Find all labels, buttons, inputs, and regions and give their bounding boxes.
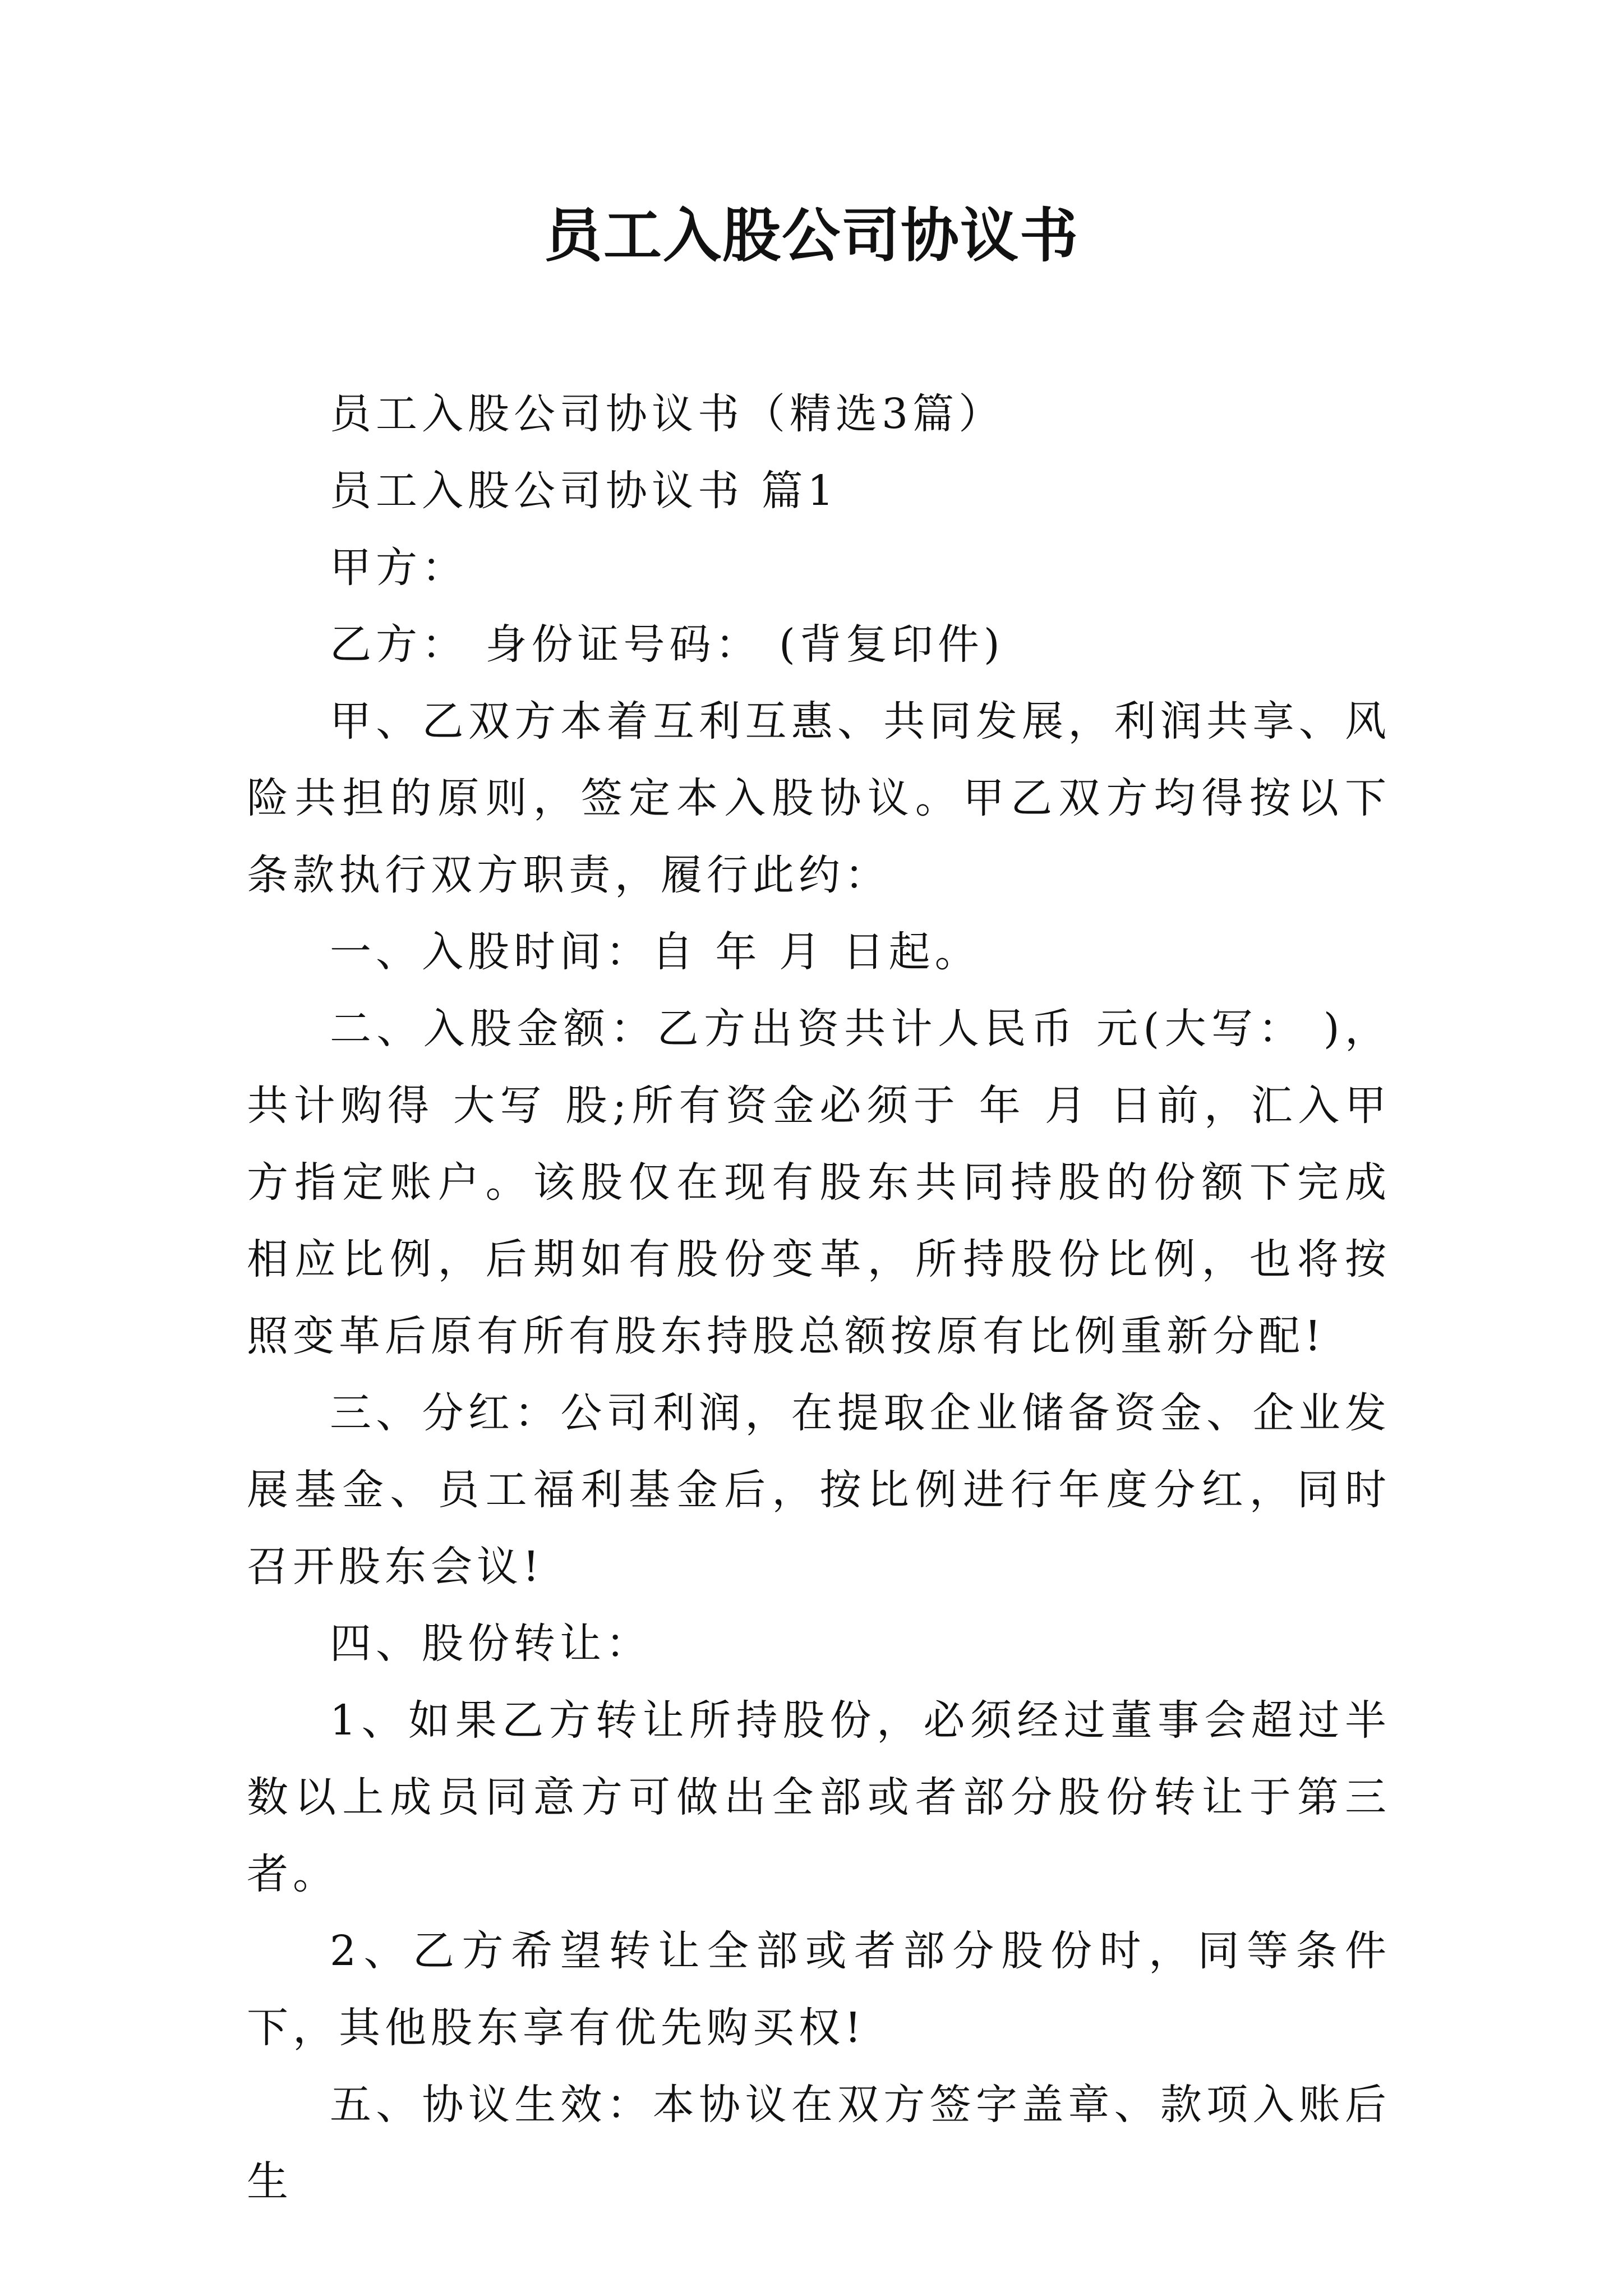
paragraph-clause-4-1: 1、如果乙方转让所持股份，必须经过董事会超过半数以上成员同意方可做出全部或者部分股份转让于第三者。: [247, 1696, 1391, 1898]
paragraph-subtitle: 员工入股公司协议书（精选3篇）: [330, 390, 1005, 438]
paragraph-party-a: 甲方：: [330, 544, 468, 592]
paragraph-clause-4-2: 2、乙方希望转让全部或者部分股份时，同等条件下，其他股东享有优先购买权!: [247, 1927, 1391, 2052]
paragraph-clause-4: 四、股份转让：: [330, 1619, 652, 1668]
paragraph-clause-2: 二、入股金额：乙方出资共计人民币 元(大写： )，共计购得 大写 股;所有资金必须于 年 月 日前，汇入甲方指定账户。该股仅在现有股东共同持股的份额下完成相应比例，后期如有股份变革，所持股份比例，也将按照变革后原有所有股东持股总额按原有比例重新分配!: [247, 1005, 1391, 1360]
paragraph-preamble: 甲、乙双方本着互利互惠、共同发展，利润共享、风险共担的原则，签定本入股协议。甲乙双方均得按以下条款执行双方职责，履行此约：: [247, 697, 1391, 899]
paragraph-clause-1: 一、入股时间：自 年 月 日起。: [330, 928, 981, 976]
paragraph-party-b: 乙方： 身份证号码： (背复印件): [330, 620, 1004, 669]
paragraph-section-heading: 员工入股公司协议书 篇1: [330, 467, 838, 515]
paragraph-clause-3: 三、分红：公司利润，在提取企业储备资金、企业发展基金、员工福利基金后，按比例进行年度分红，同时召开股东会议!: [247, 1389, 1391, 1591]
paragraph-clause-5: 五、协议生效：本协议在双方签字盖章、款项入账后生: [247, 2081, 1391, 2206]
document-body: [247, 376, 1391, 2220]
document-title: 员工入股公司协议书: [543, 201, 1079, 270]
